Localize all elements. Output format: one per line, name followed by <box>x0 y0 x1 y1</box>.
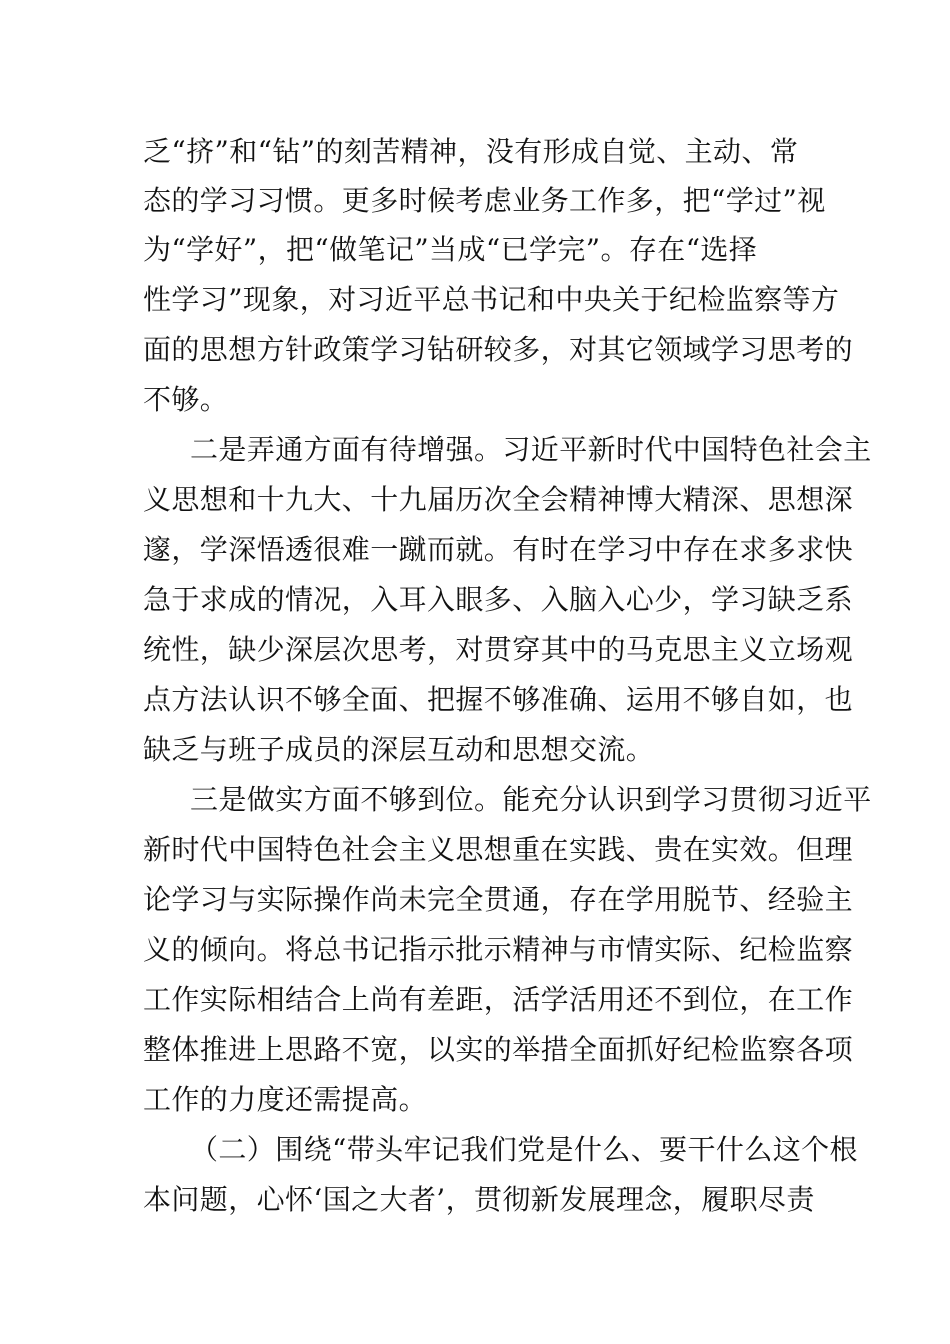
text-line: 为“学好”，把“做笔记”当成“已学完”。存在“选择 <box>143 233 758 266</box>
text-line: 论学习与实际操作尚未完全贯通，存在学用脱节、经验主 <box>143 883 854 916</box>
text-line: 态的学习习惯。更多时候考虑业务工作多，把“学过”视 <box>143 184 826 217</box>
text-line: 缺乏与班子成员的深层互动和思想交流。 <box>143 733 655 766</box>
text-line: 工作的力度还需提高。 <box>143 1083 428 1116</box>
text-line: 面的思想方针政策学习钻研较多，对其它领域学习思考的 <box>143 333 854 366</box>
text-line: 性学习”现象，对习近平总书记和中央关于纪检监察等方 <box>143 283 840 316</box>
text-line: 不够。 <box>143 383 229 416</box>
text-line: 点方法认识不够全面、把握不够准确、运用不够自如，也 <box>143 683 854 716</box>
text-line: 邃，学深悟透很难一蹴而就。有时在学习中存在求多求快 <box>143 533 854 566</box>
text-line: 工作实际相结合上尚有差距，活学活用还不到位，在工作 <box>143 983 854 1016</box>
text-line: 整体推进上思路不宽，以实的举措全面抓好纪检监察各项 <box>143 1033 854 1066</box>
text-line: 义思想和十九大、十九届历次全会精神博大精深、思想深 <box>143 483 854 516</box>
text-line: 义的倾向。将总书记指示批示精神与市情实际、纪检监察 <box>143 933 854 966</box>
text-line: 乏“挤”和“钻”的刻苦精神，没有形成自觉、主动、常 <box>143 135 799 168</box>
text-line: 统性，缺少深层次思考，对贯穿其中的马克思主义立场观 <box>143 633 854 666</box>
section-heading-line: （二）围绕“带头牢记我们党是什么、要干什么这个根 <box>190 1133 858 1166</box>
text-line: 急于求成的情况，入耳入眼多、入脑入心少，学习缺乏系 <box>143 583 854 616</box>
text-line: 本问题，心怀‘国之大者’，贯彻新发展理念，履职尽责 <box>143 1183 815 1216</box>
paragraph-start-line: 二是弄通方面有待增强。习近平新时代中国特色社会主 <box>190 433 872 466</box>
text-line: 新时代中国特色社会主义思想重在实践、贵在实效。但理 <box>143 833 854 866</box>
paragraph-start-line: 三是做实方面不够到位。能充分认识到学习贯彻习近平 <box>190 783 872 816</box>
